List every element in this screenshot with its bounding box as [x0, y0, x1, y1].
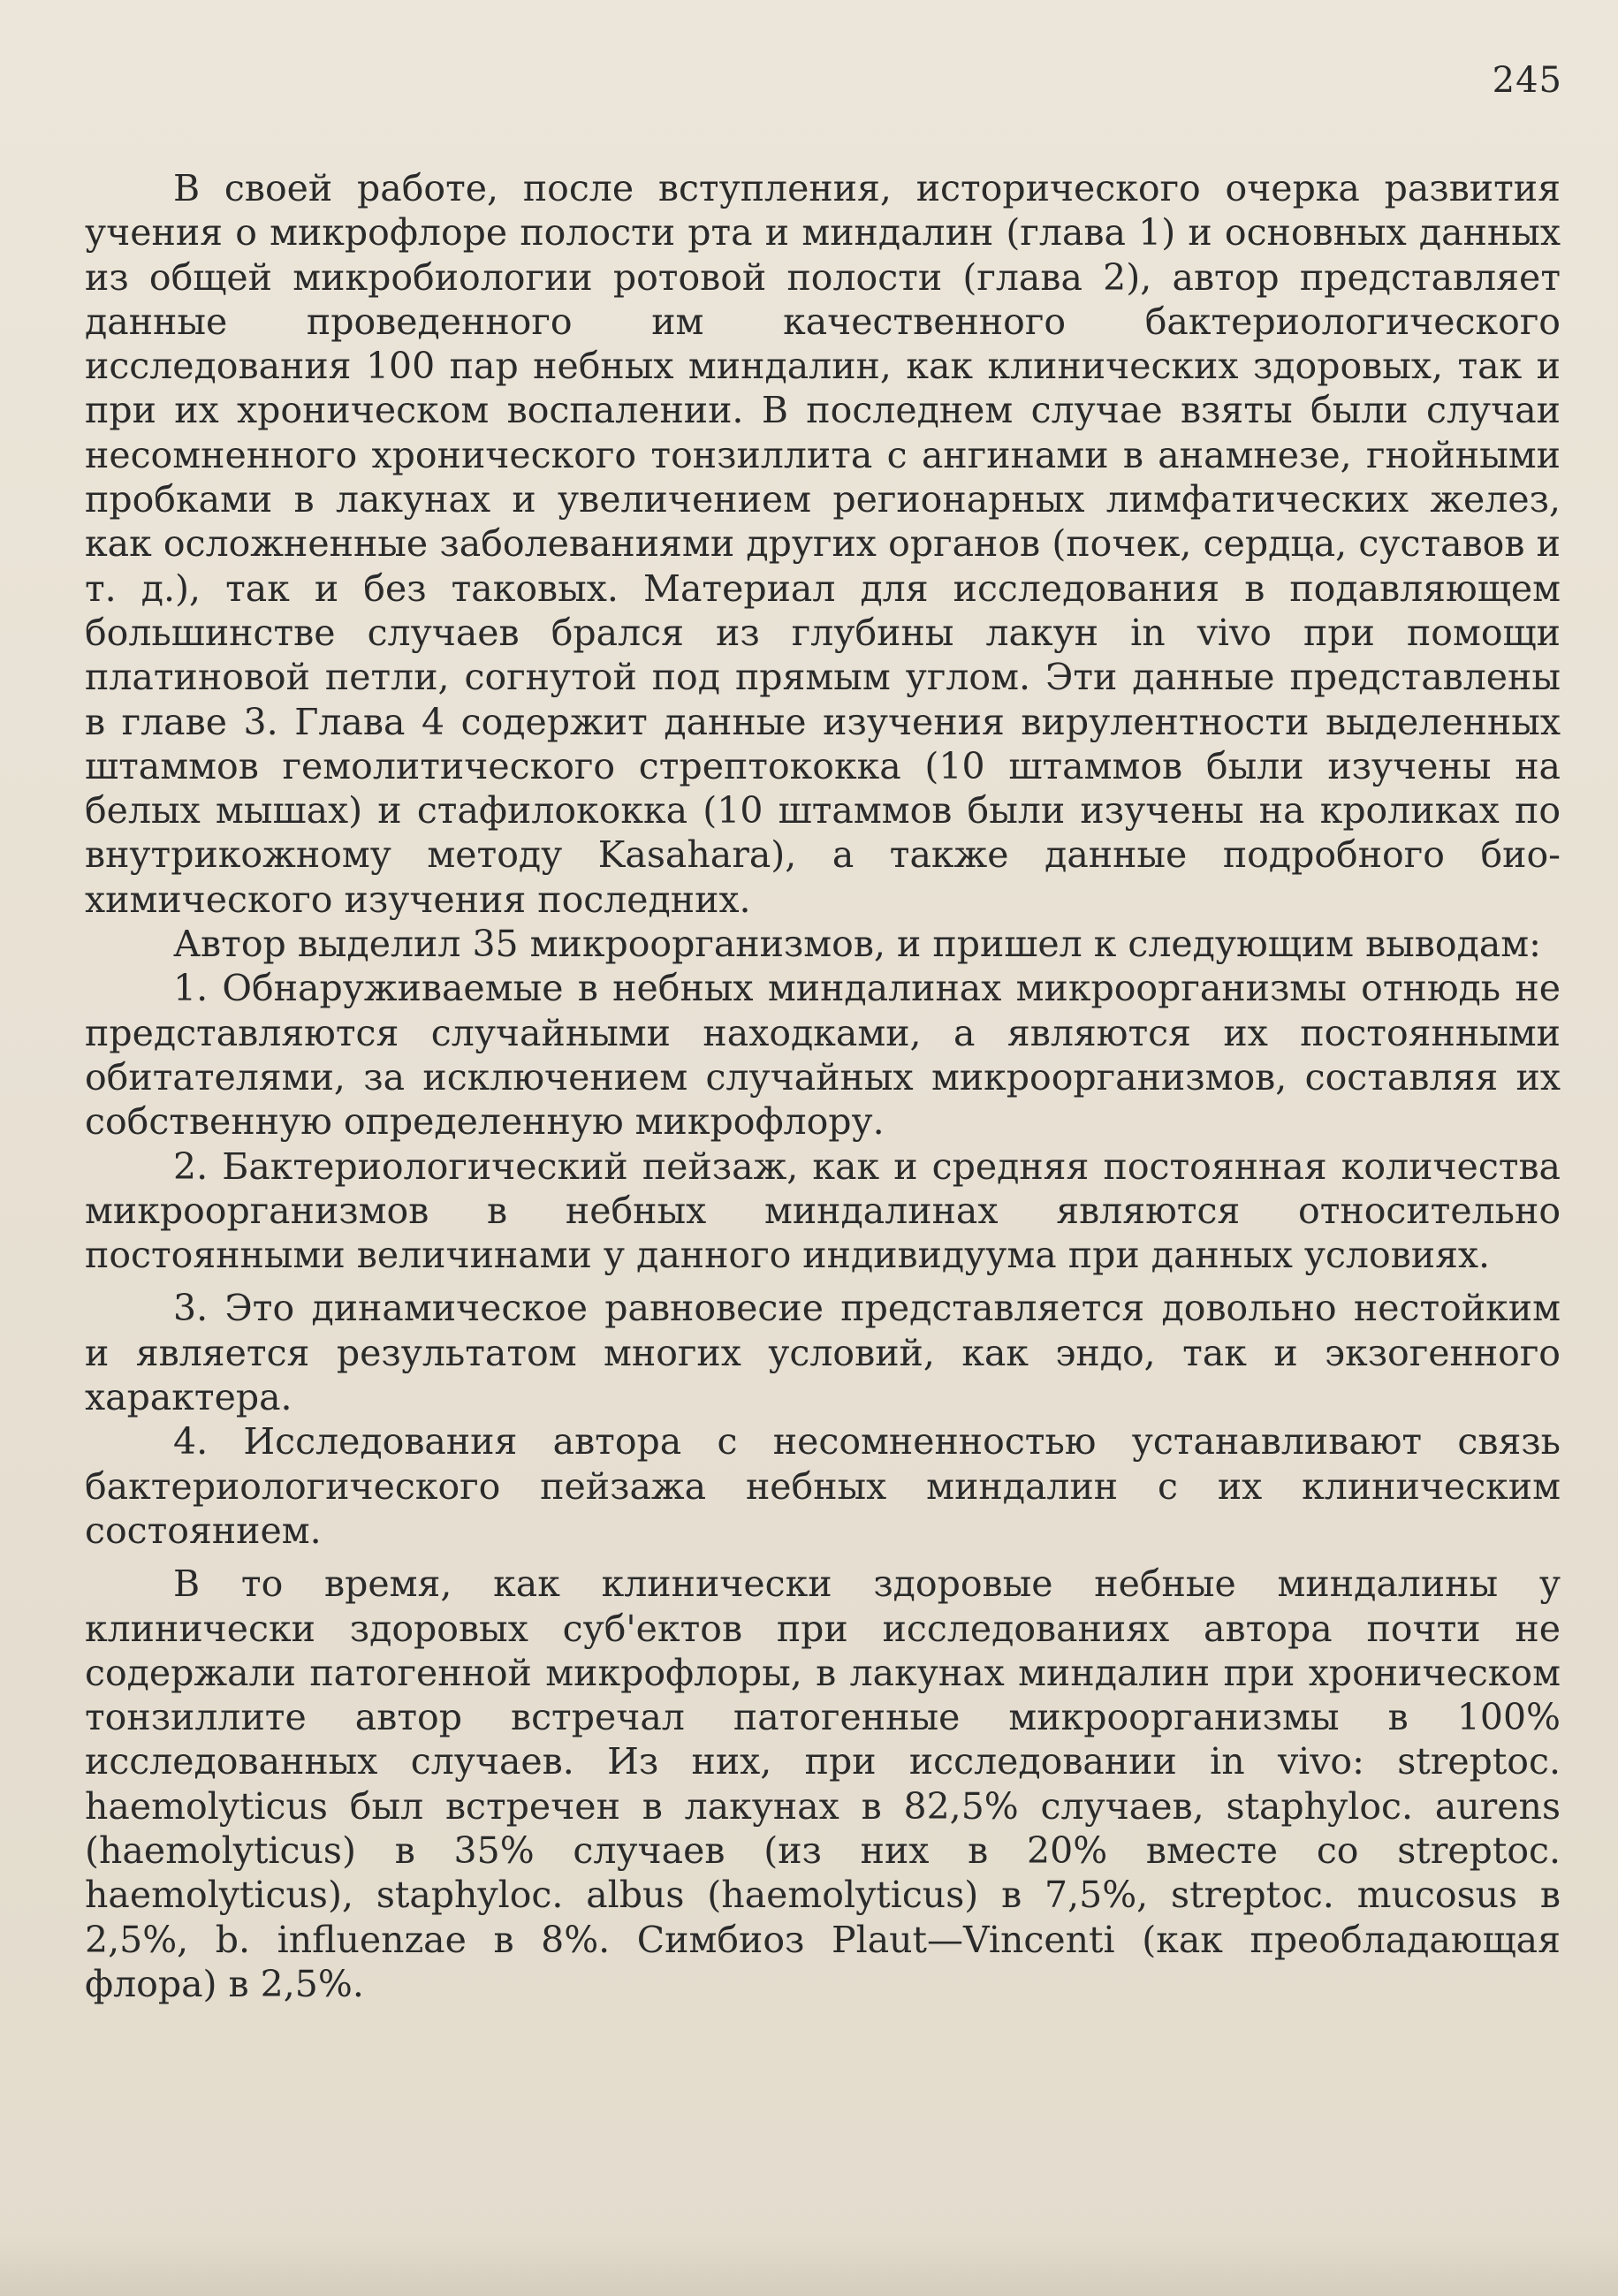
paragraph-conclusions-lead: Автор выделил 35 микроорганизмов, и пришел к следующим выводам:	[173, 923, 1541, 966]
body-text	[85, 166, 1561, 2006]
page-number: 245	[1492, 60, 1562, 101]
page-bottom-shadow	[0, 2234, 1618, 2296]
conclusion-item-2: 2. Бактериологический пейзаж, как и средняя постоянная количества микроорганизмов в небных миндалинах являются относительно постоянными величинами у данного индивидуума при данных условиях.	[85, 1144, 1561, 1277]
conclusion-item-1: 1. Обнаруживаемые в небных миндалинах микроорганизмы отнюдь не представляются случайными находками, а являются их постоянными обитателями, за исключением случайных микроорганизмов, составляя их собственную определенную микрофлору.	[85, 967, 1561, 1144]
conclusion-item-4: 4. Исследования автора с несомненностью устанавливают связь бактериологического пейзажа небных миндалин с их клиническим состоянием.	[85, 1420, 1561, 1552]
paragraph-intro: В своей работе, после вступления, исторического очерка развития учения о микрофлоре полости рта и миндалин (глава 1) и основных данных из общей микробиологии ротовой полости (глава 2), автор представляет данные проведенного им качественного бактериологического исследования 100 пар небных миндалин, как клинических здоровых, так и при их хроническом воспалении. В последнем случае взяты были случаи несомненного хронического тонзиллита с ангинами в анамнезе, гнойными пробками в лакунах и увеличением регионарных лимфатических желез, как осложненные заболеваниями других органов (почек, сердца, суставов и т. д.), так и без таковых. Материал для исследования в подавляющем большинстве случаев брался из глубины лакун in vivo при помощи платиновой петли, согнутой под прямым углом. Эти данные представлены в главе 3. Глава 4 содержит данные изучения вирулентности выделенных штаммов гемолитического стрептококка (10 штаммов были изучены на белых мышах) и стафилококка (10 штаммов были изучены на кроликах по внутрикожному методу Kasahara), а также данные подробного био-химического изучения последних.	[85, 167, 1561, 921]
paragraph-findings: В то время, как клинически здоровые небные миндалины у клинически здоровых суб'ектов при исследованиях автора почти не содержали патогенной микрофлоры, в лакунах миндалин при хроническом тонзиллите автор встречал патогенные микроорганизмы в 100% исследованных случаев. Из них, при исследовании in vivo: streptoc. haemolyticus был встречен в лакунах в 82,5% случаев, staphyloc. aurens (haemolyticus) в 35% случаев (из них в 20% вместе со streptoc. haemolyticus), staphyloc. albus (haemolyticus) в 7,5%, streptoc. mucosus в 2,5%, b. influenzae в 8%. Симбиоз Plaut—Vincenti (как преобладающая флора) в 2,5%.	[85, 1562, 1561, 2005]
conclusion-item-3: 3. Это динамическое равновесие представляется довольно нестойким и является результатом многих условий, как эндо, так и экзогенного характера.	[85, 1287, 1561, 1419]
